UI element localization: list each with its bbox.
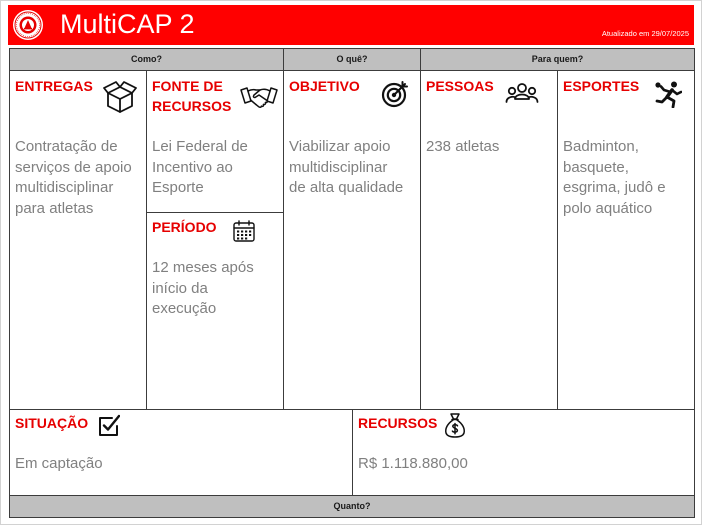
card-body — [563, 137, 666, 219]
section-quanto: Quanto? — [9, 495, 695, 518]
card-body — [358, 454, 468, 475]
card-title-line: FONTE DE — [152, 78, 223, 94]
checkbox-checked-icon — [98, 414, 120, 437]
card-situacao — [9, 409, 353, 496]
card-title-line: RECURSOS — [152, 98, 232, 114]
card-periodo — [146, 212, 284, 410]
body-line: multidisciplinar — [289, 158, 388, 176]
card-title-text: ENTREGAS — [15, 78, 93, 94]
card-title-text: SITUAÇÃO — [15, 415, 89, 431]
card-pessoas — [420, 70, 558, 410]
card-body — [15, 454, 103, 475]
body-line: multidisciplinar — [15, 179, 114, 196]
card-body — [152, 258, 254, 320]
card-title — [426, 76, 494, 96]
card-title-text: ESPORTES — [563, 78, 640, 94]
card-title-text: RECURSOS — [358, 415, 438, 431]
body-line: 238 atletas — [426, 138, 500, 155]
body-line: Lei Federal de — [152, 138, 248, 155]
card-title — [563, 76, 639, 96]
body-line: polo aquático — [563, 199, 653, 217]
card-esportes — [557, 70, 695, 410]
card-title — [152, 76, 231, 116]
section-o-que: O quê? — [283, 48, 421, 71]
money-bag-icon — [442, 412, 468, 438]
card-body — [426, 137, 499, 158]
body-line: 12 meses após — [152, 259, 254, 276]
people-group-icon — [505, 82, 539, 104]
card-title-text: OBJETIVO — [289, 78, 360, 94]
card-entregas — [9, 70, 147, 410]
university-seal-logo — [12, 9, 44, 41]
body-line: Badminton, — [563, 138, 639, 155]
card-title — [152, 217, 217, 237]
section-como: Como? — [9, 48, 284, 71]
calendar-icon — [232, 219, 256, 243]
page-title: MultiCAP 2 — [60, 9, 195, 39]
body-line: para atletas — [15, 199, 94, 217]
body-line: R$ 1.118.880,00 — [358, 455, 468, 472]
card-body — [15, 137, 132, 219]
athlete-icon — [654, 80, 682, 108]
handshake-icon — [240, 84, 278, 110]
open-box-icon — [102, 80, 138, 114]
card-recursos — [352, 409, 695, 496]
body-line: execução — [152, 300, 217, 317]
card-title-text: PESSOAS — [426, 78, 494, 94]
target-icon — [381, 80, 409, 108]
body-line: Em captação — [15, 455, 103, 472]
card-title — [15, 76, 93, 96]
body-line: início da — [152, 279, 208, 297]
card-objetivo — [283, 70, 421, 410]
body-line: Viabilizar apoio — [289, 138, 391, 155]
card-title — [15, 413, 88, 433]
body-line: serviços de apoio — [15, 158, 132, 176]
section-para-quem: Para quem? — [420, 48, 695, 71]
header-bar — [8, 5, 694, 45]
card-body — [152, 137, 248, 199]
body-line: esgrima, judô e — [563, 179, 666, 196]
card-title — [358, 413, 437, 433]
updated-date: Atualizado em 29/07/2025 — [601, 29, 689, 38]
card-body — [289, 137, 403, 199]
card-title — [289, 76, 360, 96]
body-line: basquete, — [563, 158, 629, 176]
body-line: Esporte — [152, 179, 204, 196]
card-title-text: PERÍODO — [152, 219, 217, 235]
body-line: Contratação de — [15, 138, 118, 155]
body-line: de alta qualidade — [289, 179, 404, 196]
card-fonte-de-recursos — [146, 70, 284, 213]
body-line: Incentivo ao — [152, 158, 233, 176]
